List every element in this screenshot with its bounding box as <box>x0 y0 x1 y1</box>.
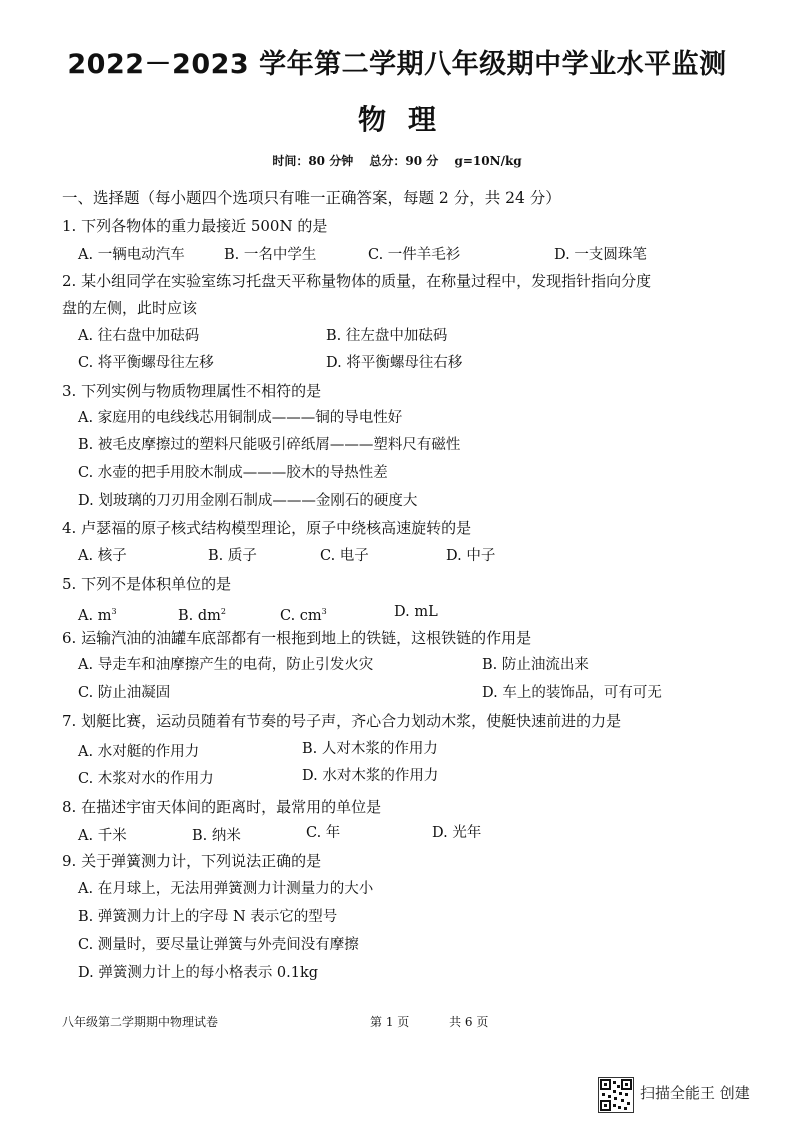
option: A. 水对艇的作用力 <box>78 744 200 760</box>
footer-page-info <box>370 1013 524 1030</box>
option: B. 纳米 <box>192 828 241 844</box>
option: D. 将平衡螺母往右移 <box>326 355 463 371</box>
exam-title: 2022－2023 学年第二学期八年级期中学业水平监测 <box>67 49 727 80</box>
option: A. 核子 <box>78 548 127 564</box>
question-stem: 4. 卢瑟福的原子核式结构模型理论，原子中绕核高速旋转的是 <box>62 519 472 537</box>
question-stem: 5. 下列不是体积单位的是 <box>62 575 232 593</box>
section-title: 一、选择题（每小题四个选项只有唯一正确答案，每题 2 分，共 24 分） <box>62 189 561 207</box>
option: C. 防止油凝固 <box>78 685 171 701</box>
subject-title: 物理 <box>357 103 458 136</box>
option: B. 被毛皮摩擦过的塑料尺能吸引碎纸屑———塑料尺有磁性 <box>78 437 461 453</box>
exam-meta <box>0 152 794 169</box>
footer-exam-name: 八年级第二学期期中物理试卷 <box>62 1015 219 1029</box>
option: C. 年 <box>306 825 341 841</box>
option: C. $cm^3$ <box>280 607 327 624</box>
option: D. 一支圆珠笔 <box>554 247 647 263</box>
exam-total: 总分：90 分 <box>369 154 439 168</box>
option: C. 水壶的把手用胶木制成———胶木的导热性差 <box>78 465 388 481</box>
option: D. 光年 <box>432 825 482 841</box>
option: B. 一名中学生 <box>224 247 317 263</box>
option: B. 防止油流出来 <box>482 657 589 673</box>
question-stem: 2. 某小组同学在实验室练习托盘天平称量物体的质量，在称量过程中，发现指针指向分度 <box>62 272 652 290</box>
option: D. 车上的装饰品，可有可无 <box>482 685 662 701</box>
option: B. 人对木浆的作用力 <box>302 741 438 757</box>
question-stem: 1. 下列各物体的重力最接近 500N 的是 <box>62 217 328 235</box>
question-stem: 6. 运输汽油的油罐车底部都有一根拖到地上的铁链，这根铁链的作用是 <box>62 629 532 647</box>
option: A. 千米 <box>78 828 127 844</box>
option: D. 弹簧测力计上的每小格表示 0.1kg <box>78 965 319 981</box>
option: C. 将平衡螺母往左移 <box>78 355 214 371</box>
question-stem: 7. 划艇比赛，运动员随着有节奏的号子声，齐心合力划动木浆，使艇快速前进的力是 <box>62 712 622 730</box>
option: B. $dm^2$ <box>178 607 226 624</box>
option: D. 中子 <box>446 548 496 564</box>
question-stem: 盘的左侧，此时应该 <box>62 299 198 317</box>
exam-time: 时间：80 分钟 <box>272 154 354 168</box>
option: C. 电子 <box>320 548 369 564</box>
footer-page-number: 第 1 页 <box>370 1015 410 1029</box>
scanner-watermark: 扫描全能王 创建 <box>640 1084 750 1102</box>
option: C. 木浆对水的作用力 <box>78 771 214 787</box>
exam-gravity: g=10N/kg <box>454 154 522 168</box>
qr-code-icon <box>598 1077 634 1113</box>
option: B. 质子 <box>208 548 257 564</box>
option: D. 划玻璃的刀刃用金刚石制成———金刚石的硬度大 <box>78 493 418 509</box>
option: A. 家庭用的电线线芯用铜制成———铜的导电性好 <box>78 410 403 426</box>
option: D. mL <box>394 604 438 620</box>
question-stem: 3. 下列实例与物质物理属性不相符的是 <box>62 382 322 400</box>
option: A. 往右盘中加砝码 <box>78 328 200 344</box>
footer-page-total: 共 6 页 <box>449 1015 489 1029</box>
question-stem: 8. 在描述宇宙天体间的距离时，最常用的单位是 <box>62 798 382 816</box>
option: A. $m^3$ <box>78 607 117 624</box>
option: B. 弹簧测力计上的字母 N 表示它的型号 <box>78 909 338 925</box>
option: A. 一辆电动汽车 <box>78 247 185 263</box>
option: C. 测量时，要尽量让弹簧与外壳间没有摩擦 <box>78 937 359 953</box>
question-stem: 9. 关于弹簧测力计，下列说法正确的是 <box>62 852 322 870</box>
option: D. 水对木浆的作用力 <box>302 768 439 784</box>
option: C. 一件羊毛衫 <box>368 247 461 263</box>
option: A. 导走车和油摩擦产生的电荷，防止引发火灾 <box>78 657 374 673</box>
option: A. 在月球上，无法用弹簧测力计测量力的大小 <box>78 881 374 897</box>
option: B. 往左盘中加砝码 <box>326 328 448 344</box>
